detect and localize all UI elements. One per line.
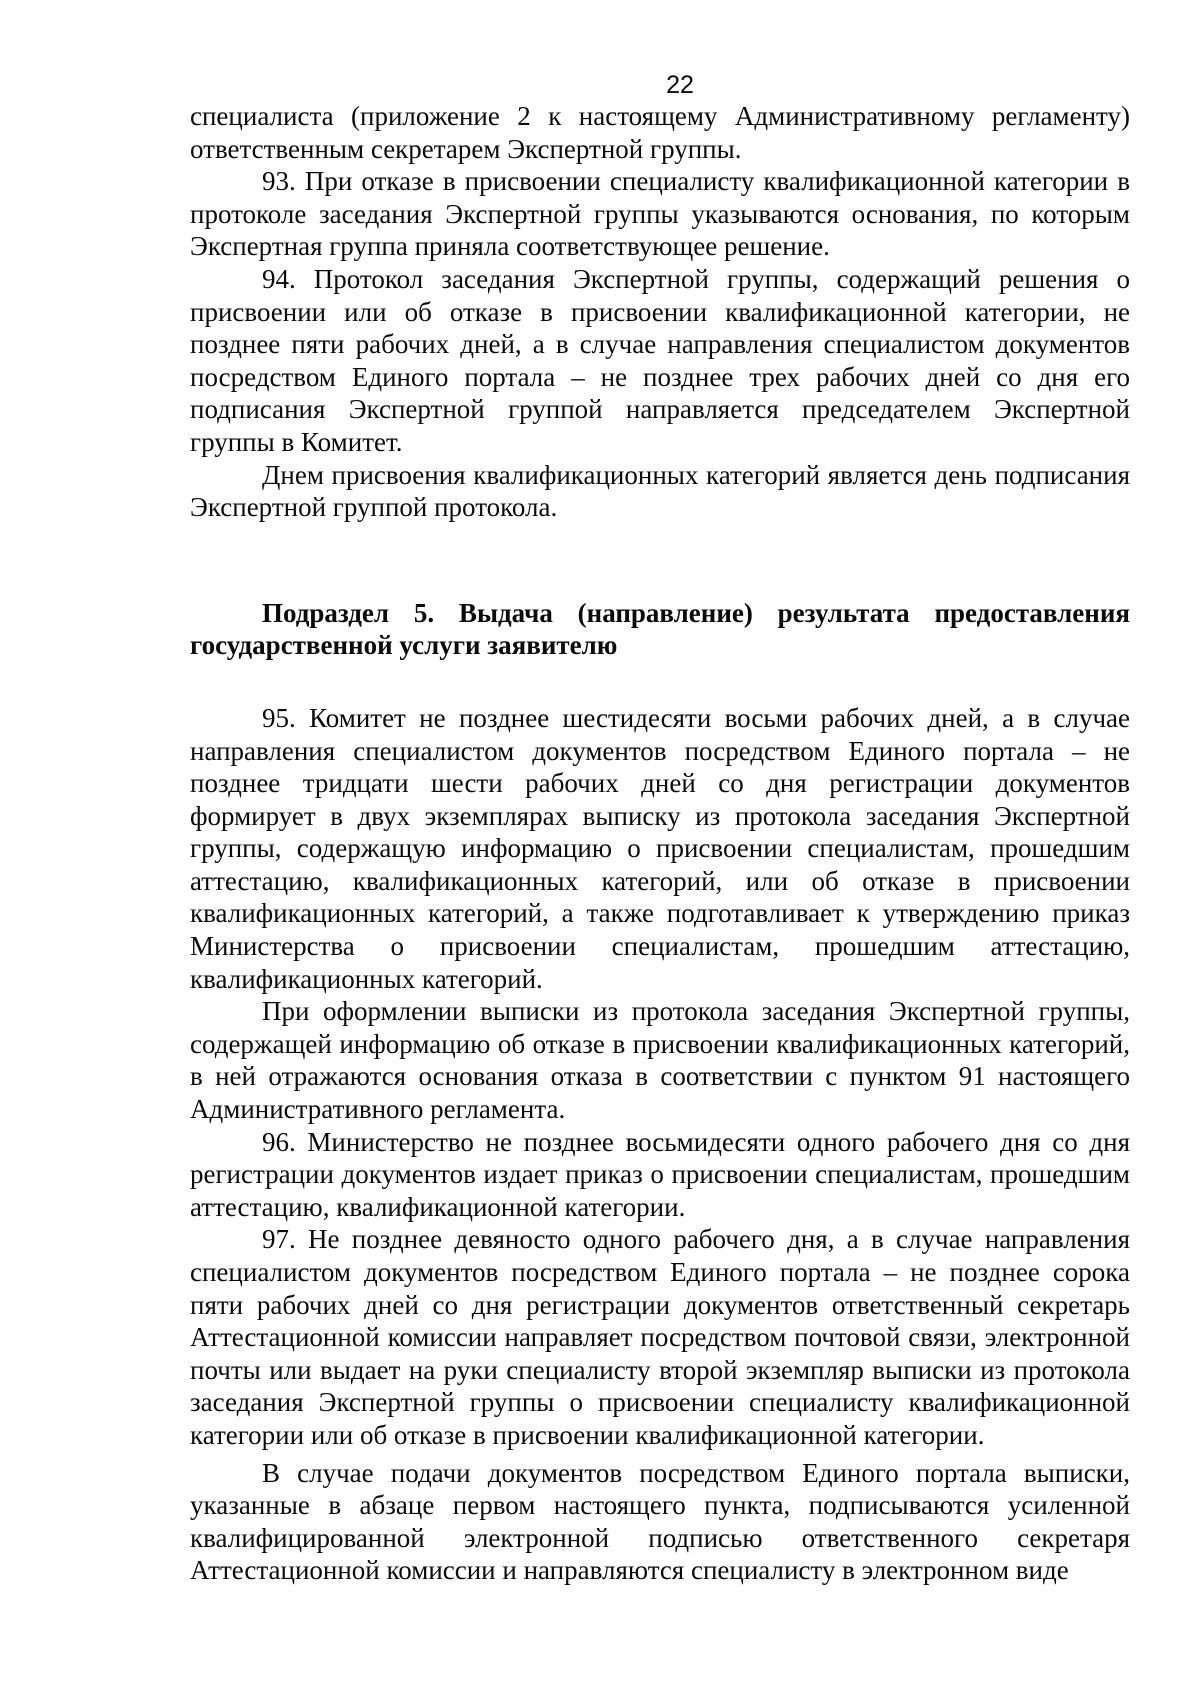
paragraph-electronic-delivery: В случае подачи документов посредством Единого портала выписки, указанные в абзаце первом настоящего пункта, подписываются усиленной квалифицированной электронной подписью ответственного секретаря Аттестационной комиссии и направляются специалисту в электронном виде [190, 1457, 1130, 1586]
section-heading: Подраздел 5. Выдача (направление) результата предоставления государственной услуги заявителю [190, 597, 1130, 661]
paragraph-97: 97. Не позднее девяносто одного рабочего дня, а в случае направления специалистом документов посредством Единого портала – не позднее сорока пяти рабочих дней со дня регистрации документов ответственный секретарь Аттестационной комиссии направляет посредством почтовой связи, электронной почты или выдает на руки специалисту второй экземпляр выписки из протокола заседания Экспертной группы о присвоении специалисту квалификационной категории или об отказе в присвоении квалификационной категории. [190, 1224, 1130, 1450]
paragraph-extract-refusal: При оформлении выписки из протокола заседания Экспертной группы, содержащей информацию об отказе в присвоении квалификационных категорий, в ней отражаются основания отказа в соответствии с пунктом 91 настоящего Административного регламента. [190, 996, 1130, 1125]
paragraph-93: 93. При отказе в присвоении специалисту квалификационной категории в протоколе заседания Экспертной группы указываются основания, по которым Экспертная группа приняла соответствующее решение. [190, 166, 1130, 262]
paragraph-day-of-assignment: Днем присвоения квалификационных категорий является день подписания Экспертной группой протокола. [190, 459, 1130, 523]
page-number: 22 [666, 71, 694, 99]
document-page [190, 70, 1130, 1587]
paragraph-continuation: специалиста (приложение 2 к настоящему Административному регламенту) ответственным секретарем Экспертной группы. [190, 101, 1130, 164]
paragraph-94: 94. Протокол заседания Экспертной группы, содержащий решения о присвоении или об отказе в присвоении квалификационной категории, не позднее пяти рабочих дней, а в случае направления специалистом документов посредством Единого портала – не позднее трех рабочих дней со дня его подписания Экспертной группой направляется председателем Экспертной группы в Комитет. [190, 263, 1130, 457]
heading-spacer [190, 662, 1130, 702]
paragraph-95: 95. Комитет не позднее шестидесяти восьми рабочих дней, а в случае направления специалистом документов посредством Единого портала – не позднее тридцати шести рабочих дней со дня регистрации документов формирует в двух экземплярах выписку из протокола заседания Экспертной группы, содержащую информацию о присвоении специалистам, прошедшим аттестацию, квалификационных категорий, или об отказе в присвоении квалификационных категорий, а также подготавливает к утверждению приказ Министерства о присвоении специалистам, прошедшим аттестацию, квалификационных категорий. [190, 702, 1130, 994]
paragraph-96: 96. Министерство не позднее восьмидесяти одного рабочего дня со дня регистрации документов издает приказ о присвоении специалистам, прошедшим аттестацию, квалификационной категории. [190, 1126, 1130, 1222]
